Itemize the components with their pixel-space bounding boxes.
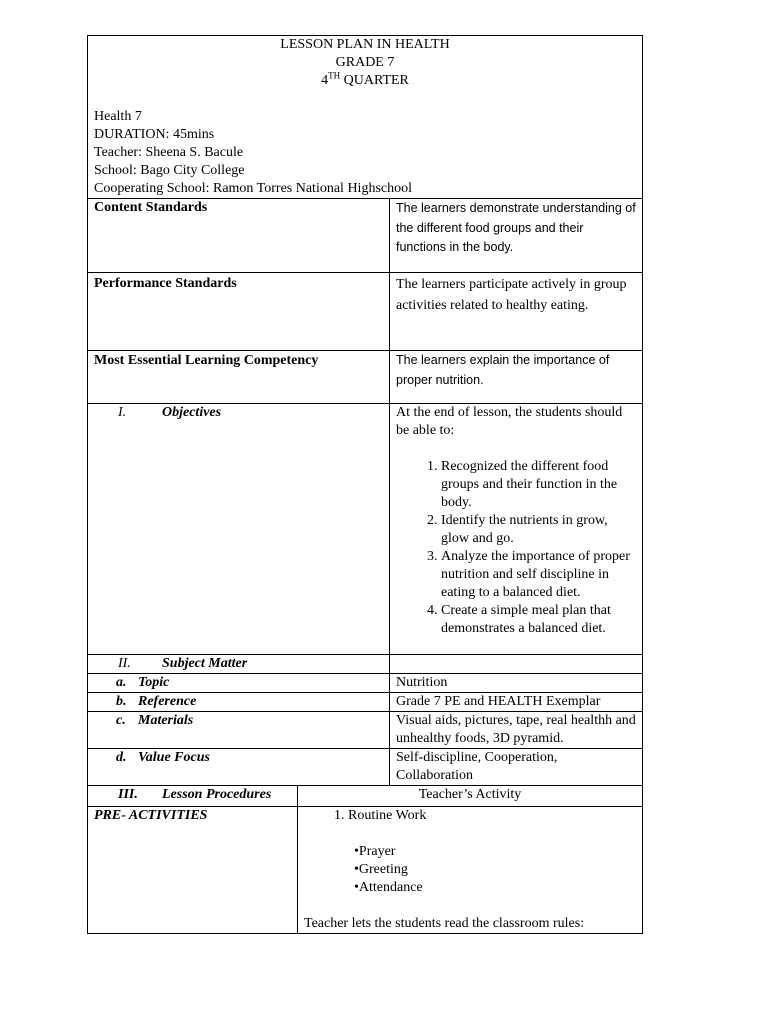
- teachers-activity-header: Teacher’s Activity: [298, 786, 643, 807]
- quarter-number: 4: [321, 73, 329, 88]
- lesson-plan-document: [87, 35, 642, 934]
- document-title: LESSON PLAN IN HEALTH: [280, 37, 450, 52]
- teacher-line: Teacher: Sheena S. Bacule: [94, 145, 244, 160]
- topic-row: [88, 674, 643, 693]
- objective-item: 4. Create a simple meal plan that demonstrates a balanced diet.: [441, 602, 636, 638]
- reference-label: Reference: [138, 694, 197, 709]
- lesson-procedures-label-cell: [88, 786, 298, 807]
- header-cell: [88, 36, 643, 199]
- routine-item-attendance: •Attendance: [354, 880, 423, 895]
- materials-value: Visual aids, pictures, tape, real healthh and unhealthy foods, 3D pyramid.: [390, 712, 643, 749]
- subject-matter-label: Subject Matter: [162, 656, 248, 671]
- content-standards-row: [88, 199, 643, 273]
- classroom-rules-text: Teacher lets the students read the classroom rules:: [304, 916, 585, 931]
- routine-list: [304, 807, 636, 825]
- grade-line: GRADE 7: [335, 55, 395, 70]
- performance-standards-text: The learners participate actively in group activities related to healthy eating.: [390, 273, 643, 351]
- objective-item: 3. Analyze the importance of proper nutrition and self discipline in eating to a balanced diet.: [441, 548, 636, 602]
- subject-line: Health 7: [94, 109, 142, 124]
- materials-letter: c.: [116, 713, 126, 728]
- routine-item-prayer: •Prayer: [354, 844, 396, 859]
- performance-standards-row: [88, 273, 643, 351]
- value-focus-value: Self-discipline, Cooperation, Collaboration: [390, 749, 643, 786]
- reference-value: Grade 7 PE and HEALTH Exemplar: [390, 693, 643, 712]
- routine-items: [304, 843, 636, 897]
- performance-standards-label: Performance Standards: [88, 273, 390, 351]
- melc-row: [88, 351, 643, 404]
- topic-value: Nutrition: [390, 674, 643, 693]
- value-focus-letter: d.: [116, 750, 127, 765]
- quarter-line: [94, 72, 636, 90]
- cooperating-school-line: Cooperating School: Ramon Torres National Highschool: [94, 181, 412, 196]
- lesson-plan-table: [87, 35, 643, 934]
- subject-matter-empty-cell: [390, 655, 643, 674]
- objective-item: 1. Recognized the different food groups and their function in the body.: [441, 458, 636, 512]
- lesson-procedures-label: Lesson Procedures: [162, 787, 272, 802]
- header-row: [88, 36, 643, 199]
- objectives-list: [396, 458, 636, 638]
- subject-matter-label-cell: [88, 655, 390, 674]
- school-line: School: Bago City College: [94, 163, 245, 178]
- subject-matter-row: [88, 655, 643, 674]
- materials-label: Materials: [138, 713, 194, 728]
- value-focus-row: [88, 749, 643, 786]
- content-standards-label: Content Standards: [88, 199, 390, 273]
- subject-matter-numeral: II.: [118, 656, 131, 671]
- reference-label-cell: [88, 693, 390, 712]
- reference-letter: b.: [116, 694, 127, 709]
- quarter-superscript: TH: [328, 70, 341, 81]
- objectives-content-cell: [390, 404, 643, 655]
- routine-work-title: 1. Routine Work: [348, 807, 636, 825]
- pre-activities-row: [88, 807, 643, 934]
- melc-label: Most Essential Learning Competency: [88, 351, 390, 404]
- materials-row: [88, 712, 643, 749]
- objective-item: 2. Identify the nutrients in grow, glow and go.: [441, 512, 636, 548]
- lesson-procedures-row: [88, 786, 643, 807]
- pre-activities-content-cell: [298, 807, 643, 934]
- value-focus-label: Value Focus: [138, 750, 210, 765]
- reference-row: [88, 693, 643, 712]
- topic-letter: a.: [116, 675, 127, 690]
- melc-text: The learners explain the importance of proper nutrition.: [390, 351, 643, 404]
- content-standards-text: The learners demonstrate understanding of the different food groups and their functions in the body.: [390, 199, 643, 273]
- pre-activities-label: PRE- ACTIVITIES: [88, 807, 298, 934]
- objectives-label-cell: [88, 404, 390, 655]
- objectives-label: Objectives: [162, 405, 222, 420]
- value-focus-label-cell: [88, 749, 390, 786]
- routine-item-greeting: •Greeting: [354, 862, 408, 877]
- materials-label-cell: [88, 712, 390, 749]
- objectives-numeral: I.: [118, 405, 127, 420]
- lesson-procedures-numeral: III.: [118, 787, 138, 802]
- duration-line: DURATION: 45mins: [94, 127, 215, 142]
- objectives-row: [88, 404, 643, 655]
- quarter-word: QUARTER: [340, 73, 409, 88]
- topic-label-cell: [88, 674, 390, 693]
- objectives-intro: At the end of lesson, the students should be able to:: [396, 405, 623, 438]
- topic-label: Topic: [138, 675, 170, 690]
